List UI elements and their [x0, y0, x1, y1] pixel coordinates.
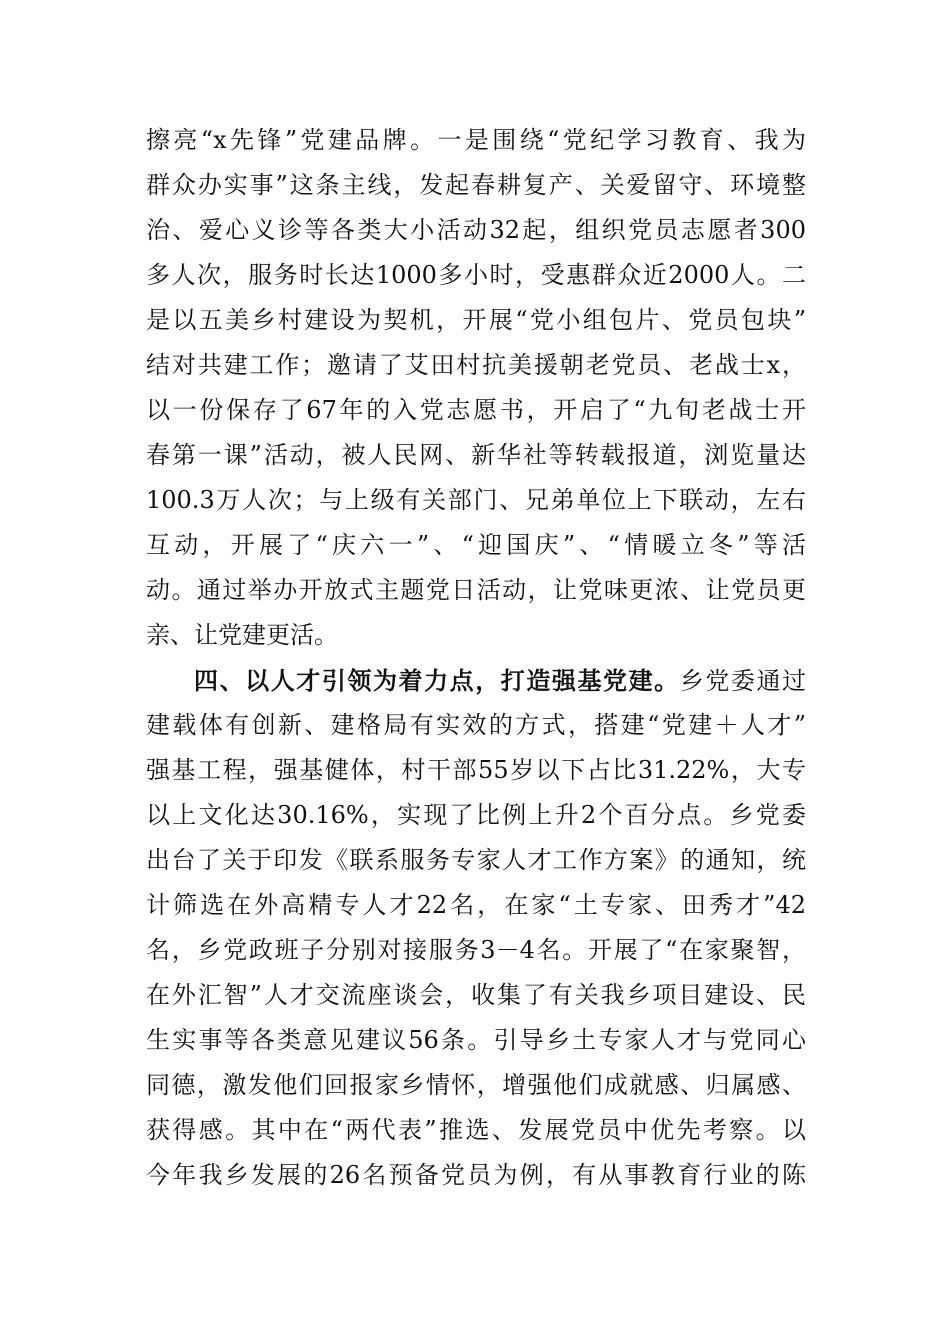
paragraph-line: 以一份保存了67年的入党志愿书，开启了“九旬老战士开	[146, 396, 806, 424]
document-body	[146, 118, 806, 1198]
section-4-line: 在外汇智”人才交流座谈会，收集了有关我乡项目建设、民	[146, 981, 806, 1009]
section-4-line: 生实事等各类意见建议56条。引导乡土专家人才与党同心	[146, 1026, 806, 1054]
paragraph-line: 擦亮“x先锋”党建品牌。一是围绕“党纪学习教育、我为	[146, 126, 806, 154]
section-4-line: 同德，激发他们回报家乡情怀，增强他们成就感、归属感、	[146, 1071, 806, 1099]
paragraph-line: 群众办实事”这条主线，发起春耕复产、关爱留守、环境整	[146, 171, 806, 199]
section-4-line: 计筛选在外高精专人才22名，在家“土专家、田秀才”42	[146, 891, 806, 919]
paragraph-line: 多人次，服务时长达1000多小时，受惠群众近2000人。二	[146, 261, 806, 289]
section-4-line: 建载体有创新、建格局有实效的方式，搭建“党建＋人才”	[146, 711, 806, 739]
paragraph-line: 动。通过举办开放式主题党日活动，让党味更浓、让党员更	[146, 576, 806, 604]
section-4-line: 以上文化达30.16%，实现了比例上升2个百分点。乡党委	[146, 801, 806, 829]
paragraph-line: 100.3万人次；与上级有关部门、兄弟单位上下联动，左右	[146, 486, 806, 514]
paragraph-line: 亲、让党建更活。	[146, 621, 338, 649]
paragraph-line: 互动，开展了“庆六一”、“迎国庆”、“情暖立冬”等活	[146, 531, 806, 559]
section-4-line: 强基工程，强基健体，村干部55岁以下占比31.22%，大专	[146, 756, 806, 784]
paragraph-line: 治、爱心义诊等各类大小活动32起，组织党员志愿者300	[146, 216, 806, 244]
section-4-line: 今年我乡发展的26名预备党员为例，有从事教育行业的陈	[146, 1161, 806, 1189]
paragraph-line: 是以五美乡村建设为契机，开展“党小组包片、党员包块”	[146, 306, 806, 334]
section-4-first-line	[146, 658, 806, 703]
section-4-line: 获得感。其中在“两代表”推选、发展党员中优先考察。以	[146, 1116, 806, 1144]
section-4-line: 出台了关于印发《联系服务专家人才工作方案》的通知，统	[146, 846, 806, 874]
section-4-line: 名，乡党政班子分别对接服务3－4名。开展了“在家聚智，	[146, 936, 806, 964]
paragraph-line: 春第一课”活动，被人民网、新华社等转载报道，浏览量达	[146, 441, 806, 469]
section-4-heading: 四、以人才引领为着力点，打造强基党建。	[194, 666, 680, 695]
paragraph-line: 结对共建工作；邀请了艾田村抗美援朝老党员、老战士x，	[146, 351, 806, 379]
section-4-first-tail: 乡党委通过	[679, 667, 807, 695]
